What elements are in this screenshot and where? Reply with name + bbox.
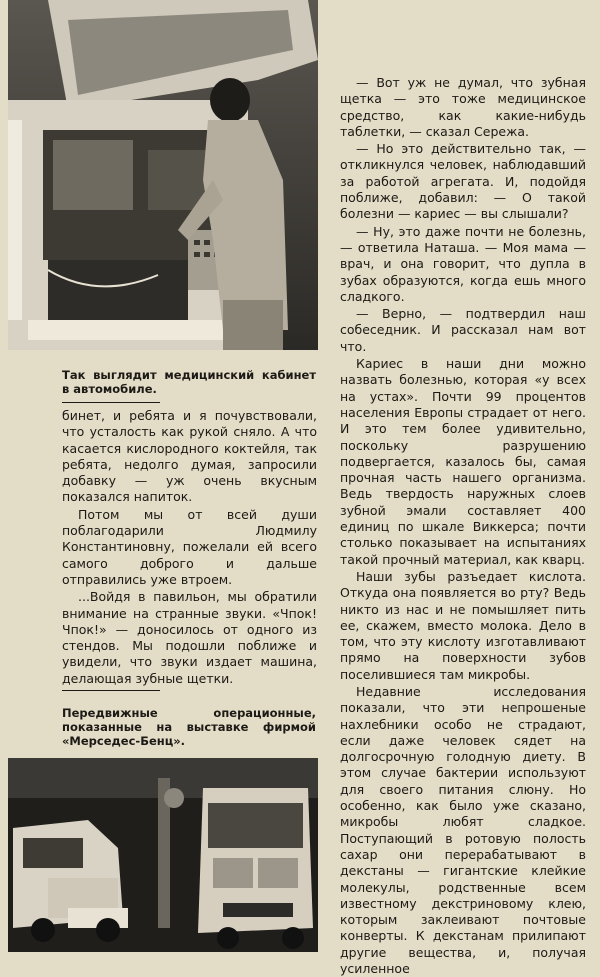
paragraph: ...Войдя в павильон, мы обратили внимание на странные звуки. «Чпок! Чпок!» — доносилось от одного из стендов. Мы подошли поближе и увидели, что звуки издает машина, делающая зубные щетки.: [62, 589, 317, 686]
paragraph: Недавние исследования показали, что эти непрошеные нахлебники особо не страдают, если даже человек сядет на долгосрочную голодную диету. В этом случае бактерии используют для своего питания слюну. Но особенно, как было уже сказано, микробы любят сладкое. Поступающий в ротовую полость сахар они перерабатывают в декстаны — гигантские клейкие молекулы, родственные всем известному декстриновому клею, которым заклеивают почтовые конверты. К декстанам прилипают другие вещества, и, получая усиленное: [340, 683, 586, 977]
paragraph: Наши зубы разъедает кислота. Откуда она появляется во рту? Ведь никто из нас и не помышляет пить ее, скажем, вместо молока. Дело в том, что эту кислоту изготавливают прямо на поверхности зубов поселившиеся там микробы.: [340, 568, 586, 682]
caption-top: Так выглядит медицинский кабинет в автомобиле.: [62, 368, 316, 396]
paragraph: — Вот уж не думал, что зубная щетка — это тоже медицинское средство, как какие-нибудь таблетки, — сказал Сережа.: [340, 75, 586, 139]
caption-bottom: Передвижные операционные, показанные на выставке фирмой «Мерседес-Бенц».: [62, 706, 316, 748]
divider: [62, 402, 160, 403]
paragraph: Кариес в наши дни можно назвать болезнью, которая «у всех на устах». Почти 99 процентов населения Европы страдает от него. И это тем более удивительно, поскольку разрушению подвергается, казалось бы, самая прочная часть нашего организма. Ведь твердость наружных слоев зубной эмали составляет 400 единиц по шкале Виккерса; почти столько показывает на испытаниях такой прочный материал, как кварц.: [340, 356, 586, 567]
paragraph: — Верно, — подтвердил наш собеседник. И рассказал нам вот что.: [340, 306, 586, 354]
right-text-column: [340, 75, 586, 977]
photo-mobile-operating-vans: [8, 758, 318, 952]
paragraph: — Но это действительно так, — откликнулся человек, наблюдавший за работой агрегата. И, подойдя поближе, добавил: — О такой болезни — кариес — вы слышали?: [340, 141, 586, 222]
left-text-column: [62, 408, 317, 687]
paragraph: бинет, и ребята и я почувствовали, что усталость как рукой сняло. А что касается кислородного коктейля, так ребята, недолго думая, запросили добавку — уж очень вкусным показался напиток.: [62, 408, 317, 505]
paragraph: — Ну, это даже почти не болезнь, — ответила Наташа. — Моя мама — врач, и она говорит, что дупла в зубах образуются, когда ешь много сладкого.: [340, 223, 586, 304]
divider: [62, 690, 160, 691]
photo-medical-cabinet: [8, 0, 318, 350]
paragraph: Потом мы от всей души поблагодарили Людмилу Константиновну, пожелали ей всего самого доброго и дальше отправились уже втроем.: [62, 506, 317, 587]
